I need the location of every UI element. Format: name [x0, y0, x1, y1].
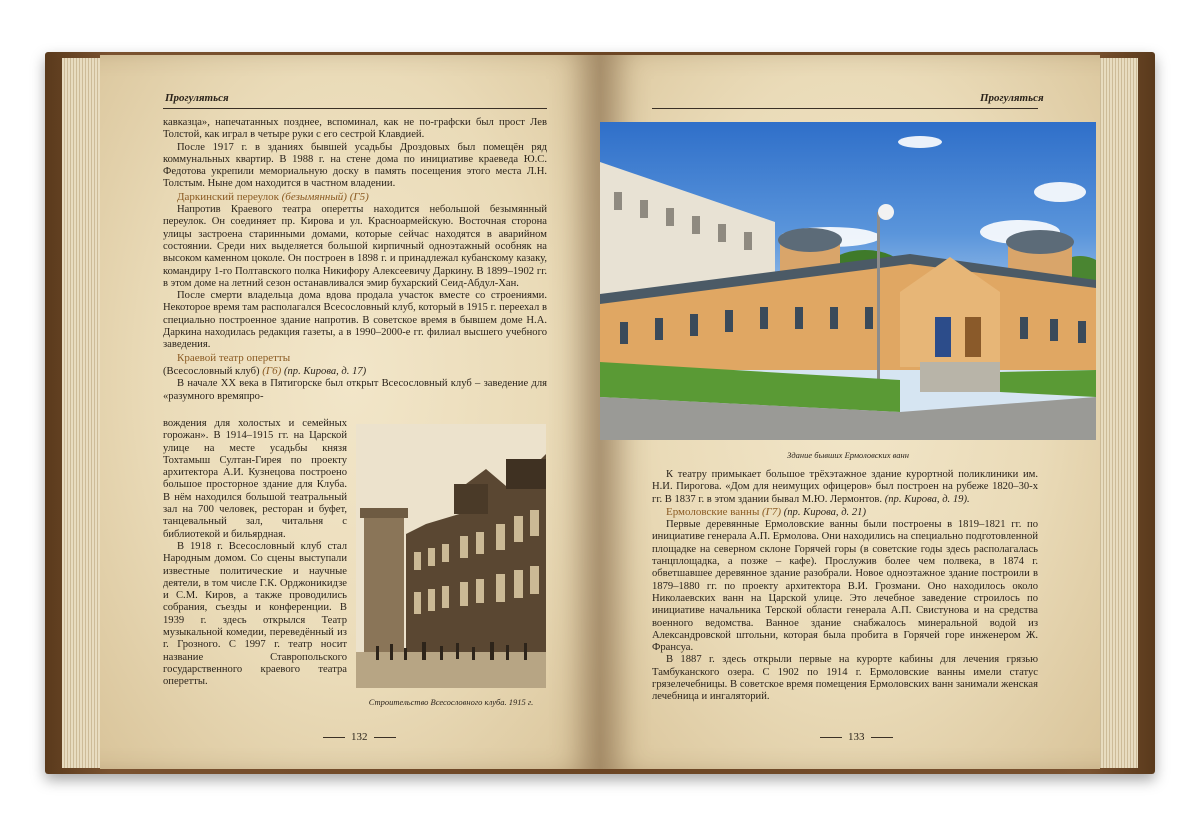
paragraph: Напротив Краевого театра оперетты находится небольшой безымянный переулок. Он соединяет пр. Кирова и ул. Красноармейскую. Восточная сторона улицы застроена старинными домами, которые сейчас находятся в аварийном состоянии. Среди них выделяется большой кирпичный одноэтажный особняк на высоком каменном цоколе. Он построен в 1898 г. и принадлежал кубанскому казаку, командиру 1-го Полтавского полка Никифору Алексеевичу Даркину. В 1899–1902 гг. в этом доме на летний сезон останавливался эмир бухарский Сеид-Абдул-Хан. [163, 204, 547, 289]
right-header-rule [652, 108, 1038, 109]
paragraph: В начале ХХ века в Пятигорске был открыт Всесословный клуб – заведение для «разумного времяпро- [163, 378, 547, 402]
right-page-number: 133 [820, 731, 893, 743]
paragraph: В 1887 г. здесь открыли первые на курорте кабины для лечения грязью Тамбуканского озера. С 1902 по 1914 г. Ермоловские ванны имели статус грязелечебницы. В советское время помещения Ермоловских ванн занимали женская лечебница и ингаляторий. [652, 654, 1038, 703]
right-running-head: Прогуляться [980, 92, 1044, 104]
left-photo-caption: Строительство Всесословного клуба. 1915 г. [368, 697, 534, 707]
paragraph: После 1917 г. в зданиях бывшей усадьбы Дроздовых был помещён ряд коммунальных квартир. В 1988 г. на стене дома по инициативе краеведа Ю.С. Федотова укрепили мемориальную доску в память посещения этого места Л.Н. Толстым. Ныне дом находится в частном владении. [163, 141, 547, 190]
section-heading-theatre: Краевой театр оперетты [177, 351, 291, 364]
paragraph: Первые деревянные Ермоловские ванны были построены в 1819–1821 гг. по инициативе генерала А.П. Ермолова. Они находились на специально подготовленной площадке на северном склоне Горячей горы (в советские годы здесь располагалась танцплощадка, а позже – кафе). Прослужив более чем полвека, в 1874 г. обветшавшее деревянное здание разобрали. Новое одноэтажное здание построили в 1879–1880 гг. по проекту архитектора В.И. Грозмани. Оно находилось около Николаевских ванн на Царской улице. Это лечебное заведение строилось по инициативе начальника Терской области генерала А.П. Свистунова и на средства военного ведомства. Ванное здание снабжалось минеральной водой из Александровской штольни, которая была пробита в Горячей горе инженером Ж. Франсуа. [652, 519, 1038, 654]
paragraph: вождения для холостых и семейных горожан». В 1914–1915 гг. на Царской улице на месте усадьбы князя Тохтамыш Султан-Гирея по проекту архитектора А.И. Кузнецова построено большое просторное здание для Клуба. В нём находился большой театральный зал на 700 человек, ресторан и буфет, танцевальный зал, читальня с библиотекой и бильярдная. [163, 418, 347, 540]
left-header-rule [163, 108, 547, 109]
paragraph: После смерти владельца дома вдова продала участок вместе со строениями. Некоторое время там располагался Всесословный клуб, который в 1915 г. переехал в специально построенное здание напротив. В советское время в бывшем доме Н.А. Даркина находилась редакция газеты, а в 1990–2000-е гг. филиал высшего учебного заведения. [163, 290, 547, 351]
left-page-number: 132 [323, 731, 396, 743]
left-running-head: Прогуляться [165, 92, 229, 104]
page-edges-left [62, 58, 102, 768]
historic-club-photo [356, 424, 546, 688]
ermolov-baths-photo [600, 122, 1096, 440]
section-heading-theatre-sub: (Всесословный клуб) (Г6) (пр. Кирова, д. 17) [163, 364, 367, 377]
paragraph: кавказца», напечатанных позднее, вспоминал, как не по-графски был прост Лев Толстой, как играл в четыре руки с его сестрой Клавдией. [163, 117, 547, 141]
paragraph: В 1918 г. Всесословный клуб стал Народным домом. Со сцены выступали известные политические и научные деятели, в том числе Г.К. Орджоникидзе и С.М. Киров, а также проводились собрания, съезды и конференции. В 1939 г. здесь открылся Театр музыкальной комедии, переведённый из г. Грозного. С 1997 г. театр носит название Ставропольского государственного краевого театра оперетты. [163, 540, 347, 688]
section-heading-darkinsky: Даркинский переулок (безымянный) (Г5) [177, 190, 369, 203]
right-text [652, 469, 1038, 704]
page-edges-right [1098, 58, 1138, 768]
right-photo-caption: Здание бывших Ермоловских ванн [787, 450, 909, 460]
paragraph: К театру примыкает большое трёхэтажное здание курортной поликлиники им. Н.И. Пирогова. «Дом для неимущих офицеров» был построен на рубеже 1820–30-х гг. В 1837 г. в этом здании бывал М.Ю. Лермонтов. (пр. Кирова, д. 19). [652, 469, 1038, 505]
section-heading-ermolov: Ермоловские ванны (Г7) (пр. Кирова, д. 21) [666, 505, 866, 518]
left-text-column [163, 418, 347, 689]
left-text-top [163, 117, 547, 403]
